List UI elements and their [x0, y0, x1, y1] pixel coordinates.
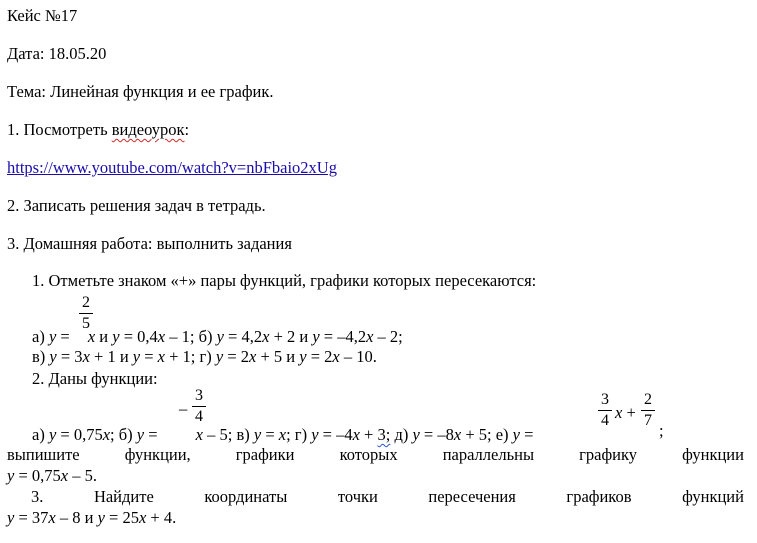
task-2-e-x: x + — [615, 403, 636, 422]
task-2-fraction-b: 3 4 — [192, 387, 206, 426]
task-2-instruction: выпишите функции, графики которых параллельны графику функции — [7, 445, 744, 464]
step-1-word: видеоурок — [111, 120, 185, 139]
date-line: Дата: 18.05.20 — [7, 44, 107, 63]
task-1-title: 1. Отметьте знаком «+» пары функций, графики которых пересекаются: — [32, 271, 537, 290]
step-1-suffix: : — [184, 120, 190, 139]
task-2-line-a: а) y = 0,75x; б) y = x – 5; в) y = x; г) y = –4x + 3; д) y = –8x + 5; е) y = — [32, 425, 534, 444]
task-2-fraction-e2: 2 7 — [641, 391, 655, 430]
task-3-functions: y = 37x – 8 и y = 25x + 4. — [7, 508, 177, 527]
task-2-fraction-e1: 3 4 — [598, 391, 612, 430]
fraction-bar — [79, 313, 93, 314]
task-1-line-a: а) y = x и y = 0,4x – 1; б) y = 4,2x + 2 и y = –4,2x – 2; — [32, 327, 403, 346]
fraction-denominator: 5 — [82, 315, 90, 332]
fraction-numerator: 2 — [82, 294, 90, 311]
task-2-title: 2. Даны функции: — [32, 369, 158, 388]
minus-sign: – — [179, 399, 188, 418]
topic-line: Тема: Линейная функция и ее график. — [7, 82, 274, 101]
step-1-prefix: 1. Посмотреть — [7, 120, 112, 139]
case-title: Кейс №17 — [7, 6, 78, 25]
task-2-instruction-end: y = 0,75x – 5. — [7, 466, 97, 485]
step-1 — [7, 120, 189, 140]
step-3: 3. Домашняя работа: выполнить задания — [7, 234, 292, 253]
task-3-line: 3. Найдите координаты точки пересечения графиков функций — [31, 487, 744, 506]
video-link[interactable]: https://www.youtube.com/watch?v=nbFbaio2xUg — [7, 158, 337, 177]
task-1-line-b: в) y = 3x + 1 и y = x + 1; г) y = 2x + 5 и y = 2x – 10. — [32, 347, 377, 366]
step-2: 2. Записать решения задач в тетрадь. — [7, 196, 266, 215]
task-2-semicolon: ; — [659, 421, 664, 440]
